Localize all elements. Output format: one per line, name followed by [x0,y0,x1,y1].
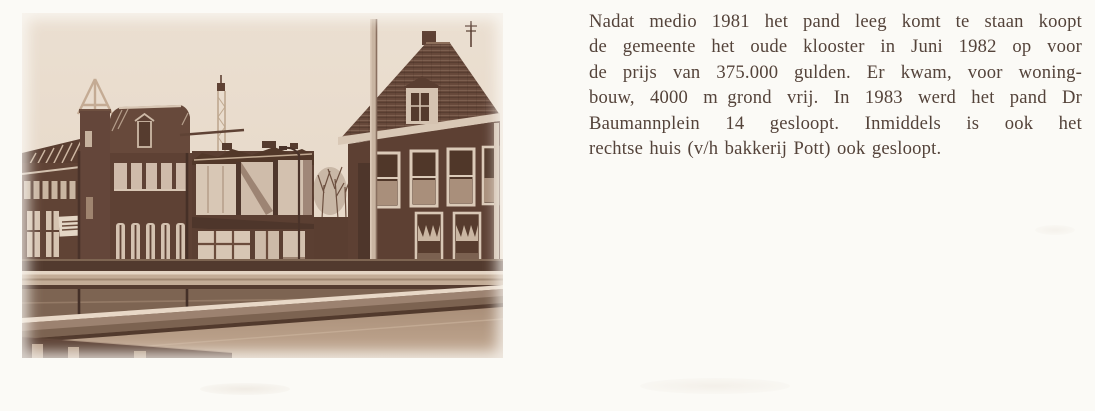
caption-line: Baumannplein 14 gesloopt. Inmiddels is ook het [589,112,1082,134]
paper-smudge [200,383,290,395]
paper-smudge [640,378,790,394]
corner-trim [494,123,499,271]
paper-smudge [1035,225,1075,235]
caption-text [589,9,1082,161]
drainpipe [358,163,370,271]
caption-line: de gemeente het oude klooster in Juni 1982 op voor [589,36,1082,58]
demolition-photo-graphic [22,13,503,358]
foreground [22,259,503,358]
main-block [110,153,192,273]
caption-line: rechtse huis (v/h bakkerij Pott) ook gesloopt. [589,138,942,160]
caption-line: bouw, 4000 m grond vrij. In 1983 werd het pand Dr [589,87,1082,109]
demolition-photo [22,13,503,358]
mansard-block [110,105,190,161]
base-shadow [22,261,503,272]
caption-line: Nadat medio 1981 het pand leeg komt te staan koopt [589,11,1082,32]
caption-line: de prijs van 375.000 gulden. Er kwam, voor woning- [589,61,1082,83]
bare-trees [313,167,351,273]
demolished-storefront [192,141,314,273]
